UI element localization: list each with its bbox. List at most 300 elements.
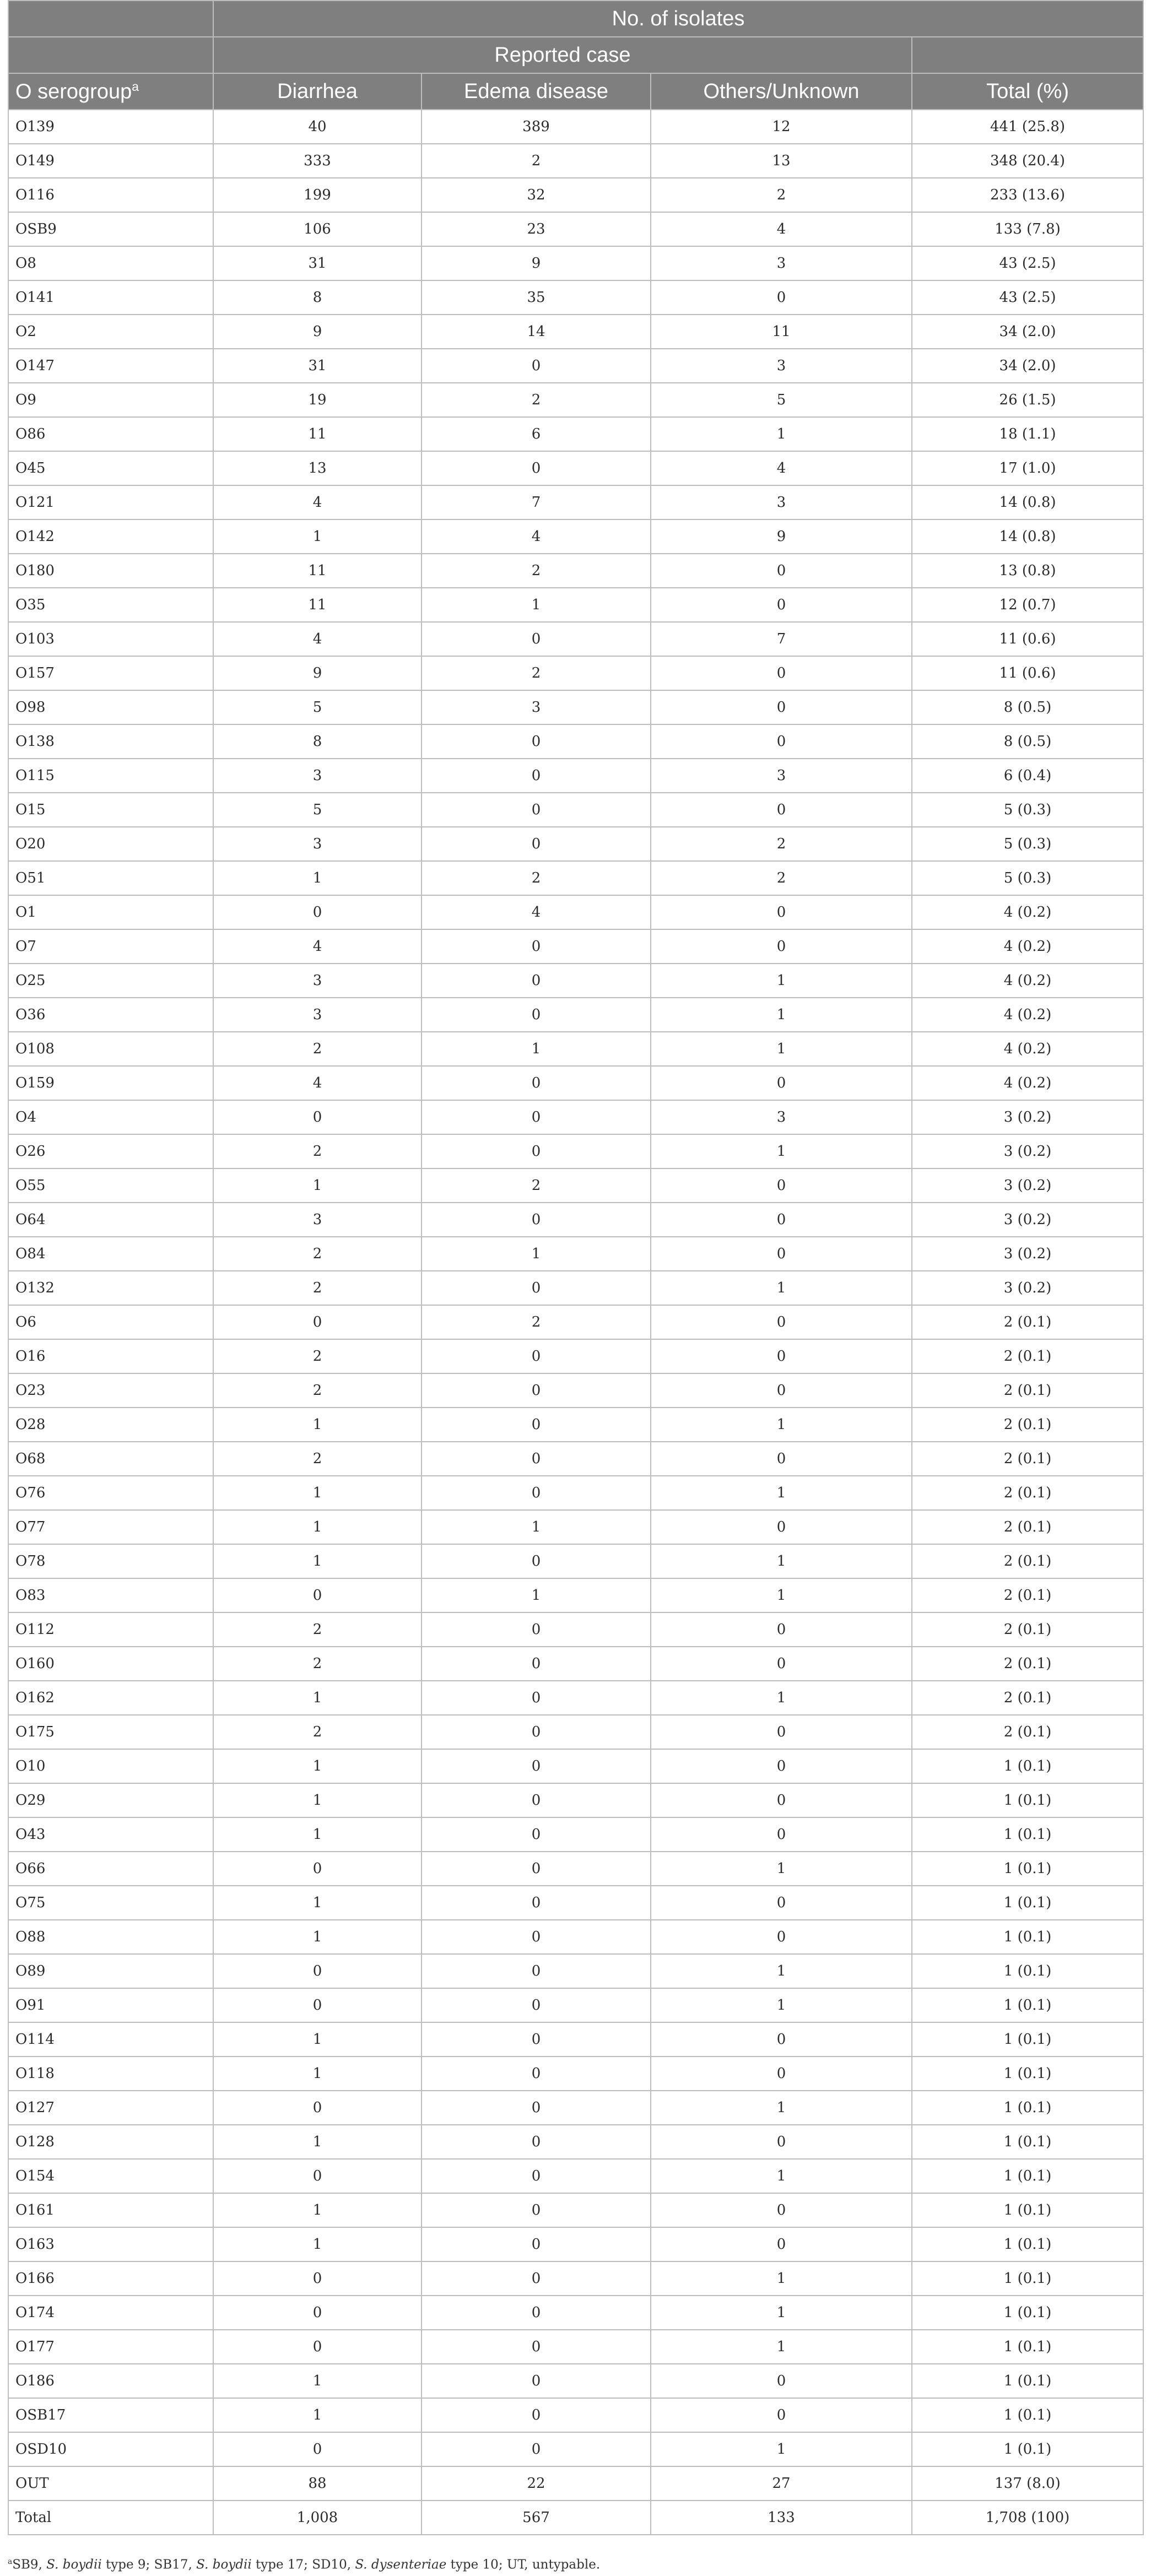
cell-edema: 1 (422, 588, 651, 622)
header-group-title: No. of isolates (213, 1, 1143, 37)
footnote-text: SB9, (12, 2557, 47, 2572)
cell-serogroup: O160 (8, 1647, 213, 1681)
table-row (8, 2296, 1143, 2330)
cell-edema: 0 (422, 964, 651, 998)
table-row (8, 2364, 1143, 2398)
cell-total: 1 (0.1) (912, 1783, 1143, 1817)
cell-total: 2 (0.1) (912, 1715, 1143, 1749)
cell-total: 6 (0.4) (912, 759, 1143, 793)
cell-edema: 389 (422, 110, 651, 144)
cell-others: 0 (651, 1817, 912, 1852)
cell-serogroup: O159 (8, 1066, 213, 1100)
cell-edema: 0 (422, 1886, 651, 1920)
cell-diarrhea: 3 (213, 827, 422, 861)
cell-others: 27 (651, 2466, 912, 2501)
table-row (8, 212, 1143, 246)
cell-edema: 2 (422, 861, 651, 895)
table-row (8, 622, 1143, 656)
header-blank-cell (8, 1, 213, 37)
cell-serogroup: O142 (8, 519, 213, 554)
cell-diarrhea: 0 (213, 1578, 422, 1612)
cell-others: 0 (651, 1886, 912, 1920)
cell-others: 1 (651, 1544, 912, 1578)
cell-diarrhea: 1 (213, 1476, 422, 1510)
table-row (8, 1510, 1143, 1544)
cell-edema: 0 (422, 2364, 651, 2398)
cell-total: 4 (0.2) (912, 1032, 1143, 1066)
cell-others: 1 (651, 1578, 912, 1612)
cell-edema: 4 (422, 895, 651, 929)
cell-total: 3 (0.2) (912, 1168, 1143, 1203)
cell-edema: 0 (422, 1612, 651, 1647)
cell-others: 0 (651, 929, 912, 964)
cell-total: 2 (0.1) (912, 1408, 1143, 1442)
table-row (8, 1817, 1143, 1852)
table-row (8, 1578, 1143, 1612)
cell-others: 1 (651, 1476, 912, 1510)
cell-serogroup: OSB17 (8, 2398, 213, 2432)
cell-edema: 0 (422, 2261, 651, 2296)
cell-others: 1 (651, 1681, 912, 1715)
cell-serogroup: O26 (8, 1134, 213, 1168)
cell-edema: 6 (422, 417, 651, 451)
cell-edema: 567 (422, 2501, 651, 2535)
cell-total: 1 (0.1) (912, 1920, 1143, 1954)
cell-diarrhea: 0 (213, 2330, 422, 2364)
cell-others: 0 (651, 895, 912, 929)
cell-edema: 2 (422, 383, 651, 417)
cell-total: 3 (0.2) (912, 1237, 1143, 1271)
table-row (8, 2057, 1143, 2091)
table-row (8, 1442, 1143, 1476)
cell-serogroup: O9 (8, 383, 213, 417)
cell-edema: 0 (422, 1749, 651, 1783)
table-row (8, 2501, 1143, 2535)
cell-diarrhea: 13 (213, 451, 422, 485)
cell-serogroup: O43 (8, 1817, 213, 1852)
table-row (8, 2398, 1143, 2432)
cell-diarrhea: 2 (213, 1442, 422, 1476)
cell-total: 3 (0.2) (912, 1134, 1143, 1168)
cell-serogroup: O78 (8, 1544, 213, 1578)
cell-others: 0 (651, 2364, 912, 2398)
table-row (8, 1066, 1143, 1100)
table-row (8, 280, 1143, 315)
header-serogroup-label: O serogroup (15, 80, 132, 104)
cell-diarrhea: 2 (213, 1134, 422, 1168)
cell-diarrhea: 1 (213, 861, 422, 895)
cell-diarrhea: 4 (213, 1066, 422, 1100)
table-row (8, 2261, 1143, 2296)
cell-serogroup: O138 (8, 724, 213, 759)
cell-edema: 0 (422, 451, 651, 485)
cell-total: 1 (0.1) (912, 2193, 1143, 2227)
cell-others: 1 (651, 2432, 912, 2466)
cell-serogroup: O4 (8, 1100, 213, 1134)
table-row (8, 1920, 1143, 1954)
cell-diarrhea: 1 (213, 2364, 422, 2398)
cell-diarrhea: 1 (213, 2057, 422, 2091)
cell-edema: 32 (422, 178, 651, 212)
cell-total: 3 (0.2) (912, 1271, 1143, 1305)
cell-total: 14 (0.8) (912, 485, 1143, 519)
cell-diarrhea: 11 (213, 417, 422, 451)
cell-serogroup: O35 (8, 588, 213, 622)
cell-total: 1 (0.1) (912, 2091, 1143, 2125)
cell-others: 0 (651, 2193, 912, 2227)
cell-diarrhea: 2 (213, 1373, 422, 1408)
cell-serogroup: O6 (8, 1305, 213, 1339)
serogroup-table (8, 0, 1144, 2535)
cell-serogroup: O68 (8, 1442, 213, 1476)
cell-diarrhea: 1 (213, 2398, 422, 2432)
cell-total: 43 (2.5) (912, 280, 1143, 315)
header-edema: Edema disease (422, 73, 651, 110)
cell-total: 2 (0.1) (912, 1647, 1143, 1681)
cell-serogroup: O161 (8, 2193, 213, 2227)
cell-edema: 0 (422, 759, 651, 793)
cell-edema: 0 (422, 1647, 651, 1681)
cell-total: 1,708 (100) (912, 2501, 1143, 2535)
table-row (8, 861, 1143, 895)
cell-others: 0 (651, 793, 912, 827)
table-row (8, 1886, 1143, 1920)
table-row (8, 2193, 1143, 2227)
cell-diarrhea: 31 (213, 246, 422, 280)
cell-edema: 2 (422, 1168, 651, 1203)
footnote-italic: S. boydii (46, 2557, 102, 2572)
footnote-italic: S. dysenteriae (355, 2557, 447, 2572)
table-row (8, 485, 1143, 519)
table-row (8, 110, 1143, 144)
table-row (8, 1749, 1143, 1783)
cell-diarrhea: 3 (213, 998, 422, 1032)
cell-diarrhea: 1,008 (213, 2501, 422, 2535)
cell-total: 34 (2.0) (912, 349, 1143, 383)
cell-others: 0 (651, 1920, 912, 1954)
table-row (8, 964, 1143, 998)
table-row (8, 2022, 1143, 2057)
cell-serogroup: O83 (8, 1578, 213, 1612)
cell-others: 0 (651, 1715, 912, 1749)
cell-diarrhea: 9 (213, 315, 422, 349)
table-row (8, 349, 1143, 383)
cell-others: 1 (651, 2296, 912, 2330)
cell-edema: 0 (422, 2057, 651, 2091)
cell-others: 3 (651, 759, 912, 793)
cell-others: 0 (651, 690, 912, 724)
cell-edema: 0 (422, 827, 651, 861)
cell-others: 1 (651, 1271, 912, 1305)
table-row (8, 1339, 1143, 1373)
cell-others: 3 (651, 246, 912, 280)
cell-serogroup: O23 (8, 1373, 213, 1408)
cell-total: 17 (1.0) (912, 451, 1143, 485)
cell-total: 4 (0.2) (912, 929, 1143, 964)
cell-total: 1 (0.1) (912, 2330, 1143, 2364)
table-row (8, 1168, 1143, 1203)
table-row (8, 1203, 1143, 1237)
cell-diarrhea: 2 (213, 1032, 422, 1066)
cell-diarrhea: 1 (213, 2022, 422, 2057)
cell-total: 2 (0.1) (912, 1578, 1143, 1612)
cell-total: 5 (0.3) (912, 827, 1143, 861)
cell-total: 2 (0.1) (912, 1544, 1143, 1578)
table-row (8, 178, 1143, 212)
cell-diarrhea: 1 (213, 1920, 422, 1954)
table-row (8, 2125, 1143, 2159)
cell-others: 0 (651, 1749, 912, 1783)
cell-total: 1 (0.1) (912, 2364, 1143, 2398)
cell-others: 0 (651, 2125, 912, 2159)
cell-diarrhea: 0 (213, 1305, 422, 1339)
cell-serogroup: O10 (8, 1749, 213, 1783)
cell-serogroup: O51 (8, 861, 213, 895)
table-row (8, 2330, 1143, 2364)
table-row (8, 827, 1143, 861)
table-body (8, 110, 1143, 2535)
cell-total: 1 (0.1) (912, 1852, 1143, 1886)
cell-edema: 0 (422, 1954, 651, 1988)
cell-edema: 0 (422, 1442, 651, 1476)
table-row (8, 1476, 1143, 1510)
cell-total: 8 (0.5) (912, 690, 1143, 724)
table-row (8, 383, 1143, 417)
cell-serogroup: O162 (8, 1681, 213, 1715)
cell-diarrhea: 2 (213, 1612, 422, 1647)
cell-others: 1 (651, 1954, 912, 1988)
cell-others: 0 (651, 2227, 912, 2261)
table-row (8, 1032, 1143, 1066)
cell-others: 0 (651, 724, 912, 759)
cell-total: 1 (0.1) (912, 2296, 1143, 2330)
cell-diarrhea: 0 (213, 1988, 422, 2022)
cell-serogroup: O108 (8, 1032, 213, 1066)
cell-total: 34 (2.0) (912, 315, 1143, 349)
cell-edema: 0 (422, 1544, 651, 1578)
cell-others: 0 (651, 656, 912, 690)
cell-serogroup: O55 (8, 1168, 213, 1203)
cell-edema: 22 (422, 2466, 651, 2501)
cell-total: 18 (1.1) (912, 417, 1143, 451)
cell-serogroup: O84 (8, 1237, 213, 1271)
table-row (8, 2432, 1143, 2466)
cell-edema: 0 (422, 2330, 651, 2364)
header-others: Others/Unknown (651, 73, 912, 110)
cell-edema: 4 (422, 519, 651, 554)
cell-serogroup: O2 (8, 315, 213, 349)
cell-serogroup: O20 (8, 827, 213, 861)
cell-total: 1 (0.1) (912, 2057, 1143, 2091)
cell-diarrhea: 4 (213, 622, 422, 656)
table-row (8, 793, 1143, 827)
cell-serogroup: OUT (8, 2466, 213, 2501)
cell-total: 137 (8.0) (912, 2466, 1143, 2501)
cell-total: 1 (0.1) (912, 1954, 1143, 1988)
table-row (8, 554, 1143, 588)
cell-others: 0 (651, 554, 912, 588)
table-row (8, 1100, 1143, 1134)
cell-serogroup: O114 (8, 2022, 213, 2057)
table-row (8, 1544, 1143, 1578)
cell-serogroup: O154 (8, 2159, 213, 2193)
cell-diarrhea: 3 (213, 964, 422, 998)
table-row (8, 1408, 1143, 1442)
table-row (8, 998, 1143, 1032)
cell-edema: 0 (422, 1852, 651, 1886)
cell-edema: 23 (422, 212, 651, 246)
cell-others: 0 (651, 1783, 912, 1817)
header-serogroup-sup: a (132, 79, 139, 94)
table-row (8, 759, 1143, 793)
cell-diarrhea: 0 (213, 1954, 422, 1988)
cell-edema: 2 (422, 656, 651, 690)
cell-diarrhea: 199 (213, 178, 422, 212)
cell-edema: 0 (422, 1988, 651, 2022)
cell-edema: 0 (422, 2091, 651, 2125)
cell-diarrhea: 1 (213, 1168, 422, 1203)
cell-diarrhea: 0 (213, 2091, 422, 2125)
cell-total: 3 (0.2) (912, 1203, 1143, 1237)
cell-serogroup: OSD10 (8, 2432, 213, 2466)
cell-serogroup: O116 (8, 178, 213, 212)
cell-diarrhea: 0 (213, 1100, 422, 1134)
cell-diarrhea: 1 (213, 2227, 422, 2261)
cell-edema: 0 (422, 2432, 651, 2466)
cell-serogroup: O77 (8, 1510, 213, 1544)
cell-diarrhea: 8 (213, 280, 422, 315)
cell-diarrhea: 1 (213, 519, 422, 554)
cell-serogroup: O128 (8, 2125, 213, 2159)
cell-edema: 1 (422, 1237, 651, 1271)
cell-edema: 0 (422, 793, 651, 827)
cell-others: 1 (651, 1032, 912, 1066)
cell-edema: 0 (422, 1134, 651, 1168)
cell-edema: 0 (422, 2398, 651, 2432)
cell-diarrhea: 1 (213, 1886, 422, 1920)
table-row (8, 417, 1143, 451)
cell-serogroup: O186 (8, 2364, 213, 2398)
cell-others: 3 (651, 349, 912, 383)
table-row (8, 2227, 1143, 2261)
table-wrapper (8, 0, 1143, 2535)
cell-diarrhea: 0 (213, 895, 422, 929)
cell-diarrhea: 19 (213, 383, 422, 417)
cell-diarrhea: 8 (213, 724, 422, 759)
cell-others: 0 (651, 1339, 912, 1373)
cell-diarrhea: 1 (213, 1544, 422, 1578)
cell-edema: 2 (422, 1305, 651, 1339)
header-blank-cell (8, 37, 213, 73)
cell-others: 2 (651, 178, 912, 212)
cell-total: 4 (0.2) (912, 964, 1143, 998)
cell-total: 5 (0.3) (912, 793, 1143, 827)
table-row (8, 929, 1143, 964)
table-row (8, 1237, 1143, 1271)
cell-edema: 9 (422, 246, 651, 280)
cell-edema: 0 (422, 1783, 651, 1817)
cell-total: 26 (1.5) (912, 383, 1143, 417)
cell-total: 2 (0.1) (912, 1305, 1143, 1339)
table-row (8, 895, 1143, 929)
cell-total: 233 (13.6) (912, 178, 1143, 212)
cell-total: 4 (0.2) (912, 998, 1143, 1032)
cell-edema: 1 (422, 1510, 651, 1544)
cell-edema: 0 (422, 1817, 651, 1852)
cell-edema: 0 (422, 2227, 651, 2261)
cell-others: 1 (651, 1988, 912, 2022)
cell-total: 11 (0.6) (912, 622, 1143, 656)
cell-others: 2 (651, 827, 912, 861)
header-diarrhea: Diarrhea (213, 73, 422, 110)
cell-others: 1 (651, 2159, 912, 2193)
cell-others: 11 (651, 315, 912, 349)
cell-edema: 7 (422, 485, 651, 519)
cell-others: 13 (651, 144, 912, 178)
cell-serogroup: O91 (8, 1988, 213, 2022)
cell-total: 1 (0.1) (912, 2125, 1143, 2159)
cell-diarrhea: 1 (213, 1681, 422, 1715)
cell-total: 133 (7.8) (912, 212, 1143, 246)
cell-total: 1 (0.1) (912, 2432, 1143, 2466)
cell-total: 1 (0.1) (912, 2022, 1143, 2057)
cell-total: 8 (0.5) (912, 724, 1143, 759)
cell-serogroup: O16 (8, 1339, 213, 1373)
table-row (8, 1783, 1143, 1817)
cell-edema: 0 (422, 1339, 651, 1373)
table-row (8, 690, 1143, 724)
cell-serogroup: O25 (8, 964, 213, 998)
table-row (8, 2091, 1143, 2125)
cell-edema: 0 (422, 2125, 651, 2159)
cell-edema: 14 (422, 315, 651, 349)
cell-serogroup: O64 (8, 1203, 213, 1237)
cell-total: 2 (0.1) (912, 1373, 1143, 1408)
cell-total: 2 (0.1) (912, 1612, 1143, 1647)
header-subgroup-title: Reported case (213, 37, 912, 73)
cell-total: 2 (0.1) (912, 1681, 1143, 1715)
footnote-text: type 10; UT, untypable. (446, 2557, 601, 2572)
cell-diarrhea: 0 (213, 2432, 422, 2466)
cell-serogroup: O147 (8, 349, 213, 383)
cell-diarrhea: 1 (213, 2193, 422, 2227)
cell-edema: 0 (422, 1100, 651, 1134)
table-row (8, 1305, 1143, 1339)
cell-diarrhea: 333 (213, 144, 422, 178)
cell-edema: 0 (422, 622, 651, 656)
cell-serogroup: O28 (8, 1408, 213, 1442)
cell-diarrhea: 3 (213, 759, 422, 793)
table-row (8, 315, 1143, 349)
footnote-sup: a (8, 2557, 13, 2566)
table-row (8, 1373, 1143, 1408)
cell-edema: 0 (422, 1920, 651, 1954)
cell-total: 5 (0.3) (912, 861, 1143, 895)
cell-serogroup: O118 (8, 2057, 213, 2091)
footnote-text: type 17; SD10, (251, 2557, 355, 2572)
cell-total: 4 (0.2) (912, 1066, 1143, 1100)
cell-diarrhea: 11 (213, 588, 422, 622)
cell-diarrhea: 2 (213, 1237, 422, 1271)
cell-serogroup: O149 (8, 144, 213, 178)
cell-total: 1 (0.1) (912, 1749, 1143, 1783)
cell-others: 0 (651, 2057, 912, 2091)
cell-total: 1 (0.1) (912, 2227, 1143, 2261)
cell-others: 1 (651, 1408, 912, 1442)
cell-edema: 1 (422, 1578, 651, 1612)
cell-edema: 0 (422, 724, 651, 759)
cell-diarrhea: 31 (213, 349, 422, 383)
